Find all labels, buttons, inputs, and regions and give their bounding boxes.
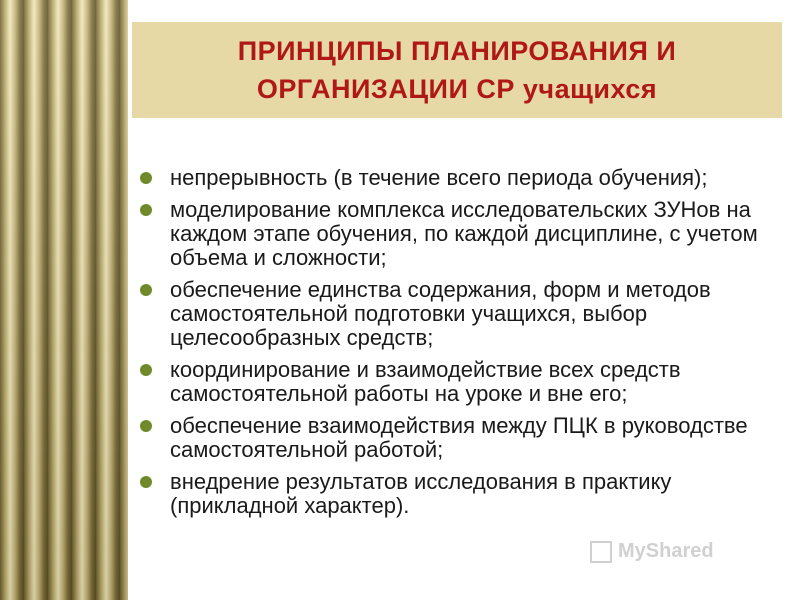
list-item — [140, 414, 790, 462]
list-item — [140, 278, 790, 350]
list-item — [140, 198, 790, 270]
principles-list — [140, 166, 790, 526]
bullet-icon — [140, 284, 152, 296]
title-box — [132, 22, 782, 118]
watermark — [590, 540, 714, 563]
list-item-text: непрерывность (в течение всего периода обучения); — [170, 165, 708, 190]
list-item-text: обеспечение взаимодействия между ПЦК в руководстве самостоятельной работой; — [170, 413, 748, 462]
list-item-text: обеспечение единства содержания, форм и методов самостоятельной подготовки учащихся, выбор целесообразных средств; — [170, 277, 711, 350]
watermark-icon — [590, 541, 612, 563]
list-item-text: координирование и взаимодействие всех средств самостоятельной работы на уроке и вне его; — [170, 357, 681, 406]
bullet-icon — [140, 476, 152, 488]
title-line-2: ОРГАНИЗАЦИИ СР учащихся — [256, 74, 658, 104]
list-item-text: внедрение результатов исследования в практику (прикладной характер). — [170, 469, 672, 518]
bullet-icon — [140, 204, 152, 216]
list-item — [140, 166, 790, 190]
bullet-icon — [140, 172, 152, 184]
list-item-text: моделирование комплекса исследовательских ЗУНов на каждом этапе обучения, по каждой дисциплине, с учетом объема и сложности; — [170, 197, 758, 270]
bullet-icon — [140, 420, 152, 432]
title-line-1: ПРИНЦИПЫ ПЛАНИРОВАНИЯ И — [237, 36, 677, 66]
bullet-icon — [140, 364, 152, 376]
decorative-side-bar — [0, 0, 128, 600]
list-item — [140, 470, 790, 518]
list-item — [140, 358, 790, 406]
watermark-text: MyShared — [618, 540, 714, 562]
